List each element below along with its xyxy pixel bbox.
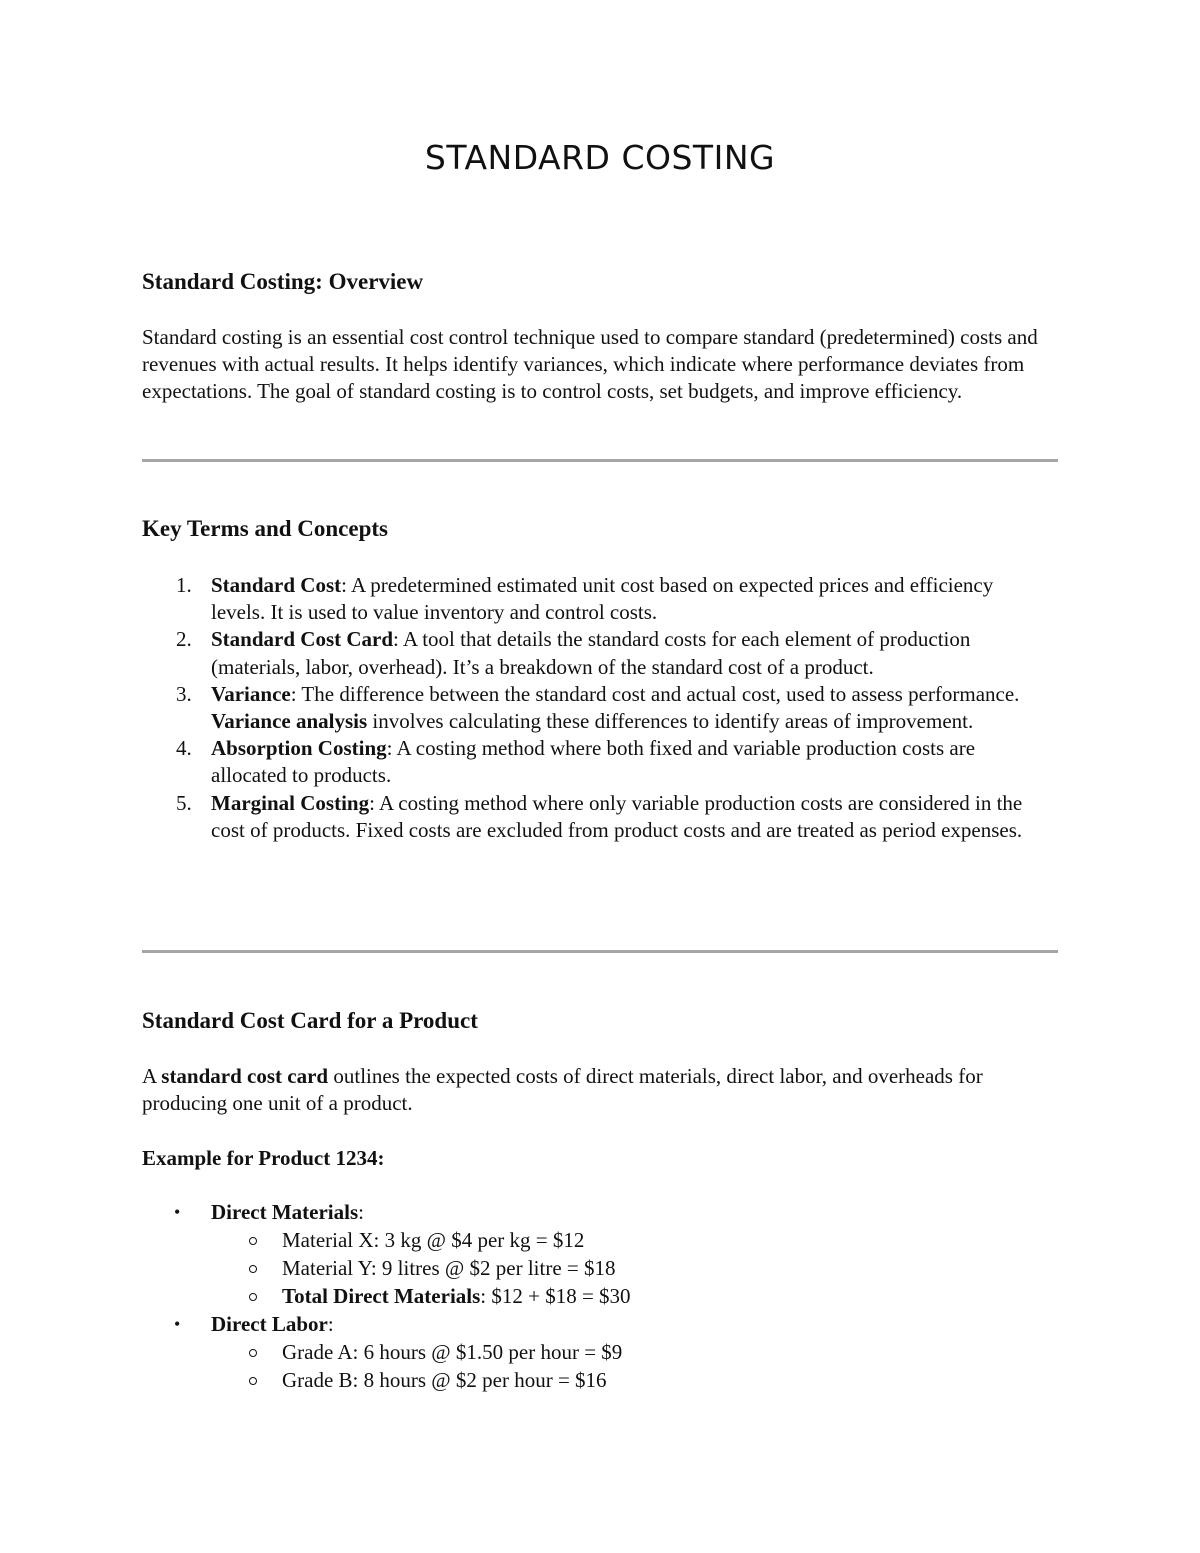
- cost-section-suffix: :: [358, 1200, 364, 1224]
- cost-line-text: Material X: 3 kg @ $4 per kg = $12: [282, 1228, 585, 1252]
- cost-line-bold: Total Direct Materials: [282, 1284, 481, 1308]
- bullet-icon: •: [174, 1202, 181, 1222]
- bullet-icon: •: [174, 1314, 181, 1334]
- cost-section-suffix: :: [327, 1312, 334, 1336]
- cost-section: [142, 1310, 1042, 1394]
- term-name-secondary: Variance analysis: [211, 709, 368, 734]
- term-definition: : A costing method where both fixed and variable production costs are allocated to products.: [211, 736, 976, 788]
- list-number: 1.: [176, 573, 192, 597]
- list-item: [142, 735, 1052, 789]
- intro-suffix: outlines the expected costs of direct materials, direct labor, and overheads for producing one unit of a product.: [142, 1064, 983, 1115]
- intro-bold-term: standard cost card: [161, 1064, 329, 1088]
- cost-section-label: Direct Labor: [211, 1312, 328, 1336]
- list-item: [142, 572, 1052, 626]
- cost-line: [211, 1226, 1042, 1254]
- term-definition-continued: involves calculating these differences to identify areas of improvement.: [367, 709, 974, 734]
- cost-section-label: Direct Materials: [211, 1200, 359, 1224]
- list-number: 3.: [176, 681, 192, 706]
- cost-line: [211, 1338, 1042, 1366]
- term-definition: : A tool that details the standard costs for each element of production (materials, labor, overhead). It’s a breakdown of the standard cost of a product.: [211, 627, 971, 679]
- term-name: Marginal Costing: [211, 790, 370, 815]
- list-item: [142, 681, 1052, 735]
- cost-card-intro: [142, 1063, 1062, 1117]
- list-item: [142, 626, 1052, 680]
- section-divider: [142, 459, 1058, 462]
- cost-line-text: Grade A: 6 hours @ $1.50 per hour = $9: [282, 1340, 623, 1364]
- term-name: Variance: [211, 681, 291, 706]
- overview-paragraph: Standard costing is an essential cost control technique used to compare standard (predetermined) costs and revenues with actual results. It helps identify variances, which indicate where performance deviates from expectations. The goal of standard costing is to control costs, set budgets, and improve efficiency.: [142, 325, 1038, 403]
- term-definition: : The difference between the standard cost and actual cost, used to assess performance.: [290, 681, 1020, 706]
- cost-line-text: Grade B: 8 hours @ $2 per hour = $16: [282, 1368, 607, 1392]
- example-label: Example for Product 1234:: [142, 1146, 385, 1170]
- term-name: Absorption Costing: [211, 736, 387, 761]
- overview-heading: Standard Costing: Overview: [142, 269, 424, 294]
- cost-sublist: [211, 1338, 1042, 1394]
- cost-sublist: [211, 1226, 1042, 1310]
- cost-line: [211, 1366, 1042, 1394]
- circle-bullet-icon: [249, 1237, 257, 1245]
- cost-line: [211, 1282, 1042, 1310]
- term-definition: : A costing method where only variable production costs are considered in the cost of products. Fixed costs are excluded from product costs and are treated as period expenses.: [211, 790, 1023, 842]
- term-name: Standard Cost Card: [211, 627, 394, 652]
- key-terms-heading: Key Terms and Concepts: [142, 516, 388, 541]
- list-number: 4.: [176, 736, 192, 761]
- circle-bullet-icon: [249, 1265, 257, 1273]
- key-terms-list: [142, 572, 1052, 844]
- list-number: 2.: [176, 627, 192, 652]
- term-definition: : A predetermined estimated unit cost based on expected prices and efficiency levels. It is used to value inventory and control costs.: [211, 573, 994, 625]
- cost-line-text: Material Y: 9 litres @ $2 per litre = $18: [282, 1256, 616, 1280]
- list-number: 5.: [176, 790, 192, 815]
- cost-line: [211, 1254, 1042, 1282]
- section-divider: [142, 950, 1058, 953]
- cost-card-heading: Standard Cost Card for a Product: [142, 1008, 478, 1033]
- circle-bullet-icon: [249, 1377, 257, 1385]
- cost-card-list: [142, 1198, 1042, 1394]
- page-title: STANDARD COSTING: [424, 138, 776, 177]
- circle-bullet-icon: [249, 1293, 257, 1301]
- term-name: Standard Cost: [211, 573, 342, 597]
- cost-line-text: : $12 + $18 = $30: [480, 1284, 631, 1308]
- intro-prefix: A: [142, 1064, 162, 1088]
- list-item: [142, 790, 1052, 844]
- circle-bullet-icon: [249, 1349, 257, 1357]
- cost-section: [142, 1198, 1042, 1310]
